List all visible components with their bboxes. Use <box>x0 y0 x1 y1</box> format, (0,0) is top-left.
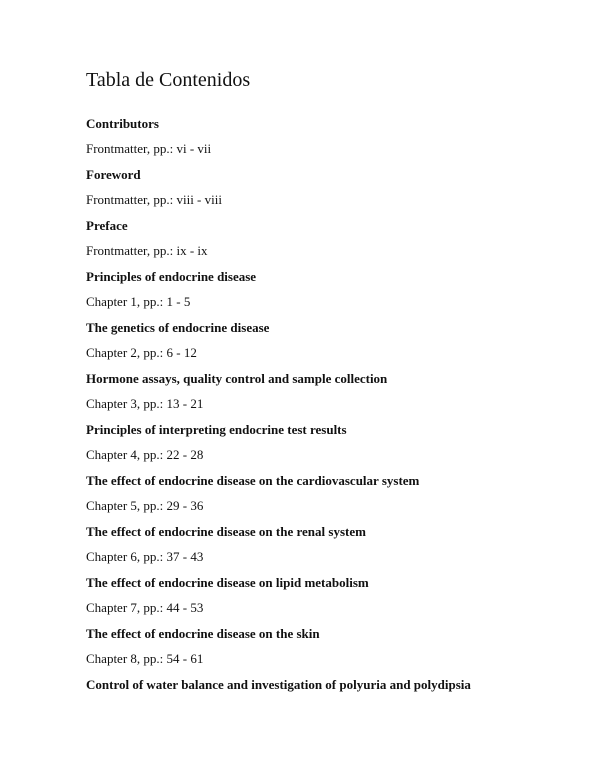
table-of-contents <box>86 116 560 693</box>
toc-entry <box>86 575 560 616</box>
toc-entry-title: Principles of endocrine disease <box>86 269 257 284</box>
page-title: Tabla de Contenidos <box>86 69 251 91</box>
toc-entry-pages: Chapter 4, pp.: 22 - 28 <box>86 447 204 462</box>
toc-entry-pages: Chapter 2, pp.: 6 - 12 <box>86 345 197 360</box>
toc-entry-pages: Chapter 1, pp.: 1 - 5 <box>86 294 191 309</box>
toc-entry-pages: Chapter 5, pp.: 29 - 36 <box>86 498 204 513</box>
toc-entry-pages: Frontmatter, pp.: viii - viii <box>86 192 222 207</box>
toc-entry <box>86 218 560 259</box>
toc-entry-pages: Chapter 8, pp.: 54 - 61 <box>86 651 204 666</box>
toc-entry <box>86 626 560 667</box>
toc-entry <box>86 116 560 157</box>
toc-entry-title: Principles of interpreting endocrine test results <box>86 422 347 437</box>
toc-entry-title: The effect of endocrine disease on the cardiovascular system <box>86 473 420 488</box>
toc-entry <box>86 371 560 412</box>
toc-entry <box>86 167 560 208</box>
toc-entry-title: The genetics of endocrine disease <box>86 320 270 335</box>
toc-entry-title: Control of water balance and investigation of polyuria and polydipsia <box>86 677 471 692</box>
toc-entry-title: Preface <box>86 218 128 233</box>
toc-entry-title: Hormone assays, quality control and sample collection <box>86 371 388 386</box>
toc-entry <box>86 320 560 361</box>
toc-entry <box>86 677 560 693</box>
toc-entry <box>86 269 560 310</box>
toc-entry-title: Contributors <box>86 116 159 131</box>
toc-entry-title: The effect of endocrine disease on the skin <box>86 626 320 641</box>
toc-entry <box>86 524 560 565</box>
toc-entry-pages: Chapter 7, pp.: 44 - 53 <box>86 600 204 615</box>
toc-entry-pages: Chapter 6, pp.: 37 - 43 <box>86 549 204 564</box>
toc-entry-title: Foreword <box>86 167 141 182</box>
toc-entry-pages: Chapter 3, pp.: 13 - 21 <box>86 396 204 411</box>
toc-entry <box>86 422 560 463</box>
toc-entry <box>86 473 560 514</box>
toc-entry-title: The effect of endocrine disease on lipid metabolism <box>86 575 369 590</box>
toc-entry-pages: Frontmatter, pp.: vi - vii <box>86 141 212 156</box>
toc-entry-pages: Frontmatter, pp.: ix - ix <box>86 243 208 258</box>
toc-entry-title: The effect of endocrine disease on the renal system <box>86 524 366 539</box>
